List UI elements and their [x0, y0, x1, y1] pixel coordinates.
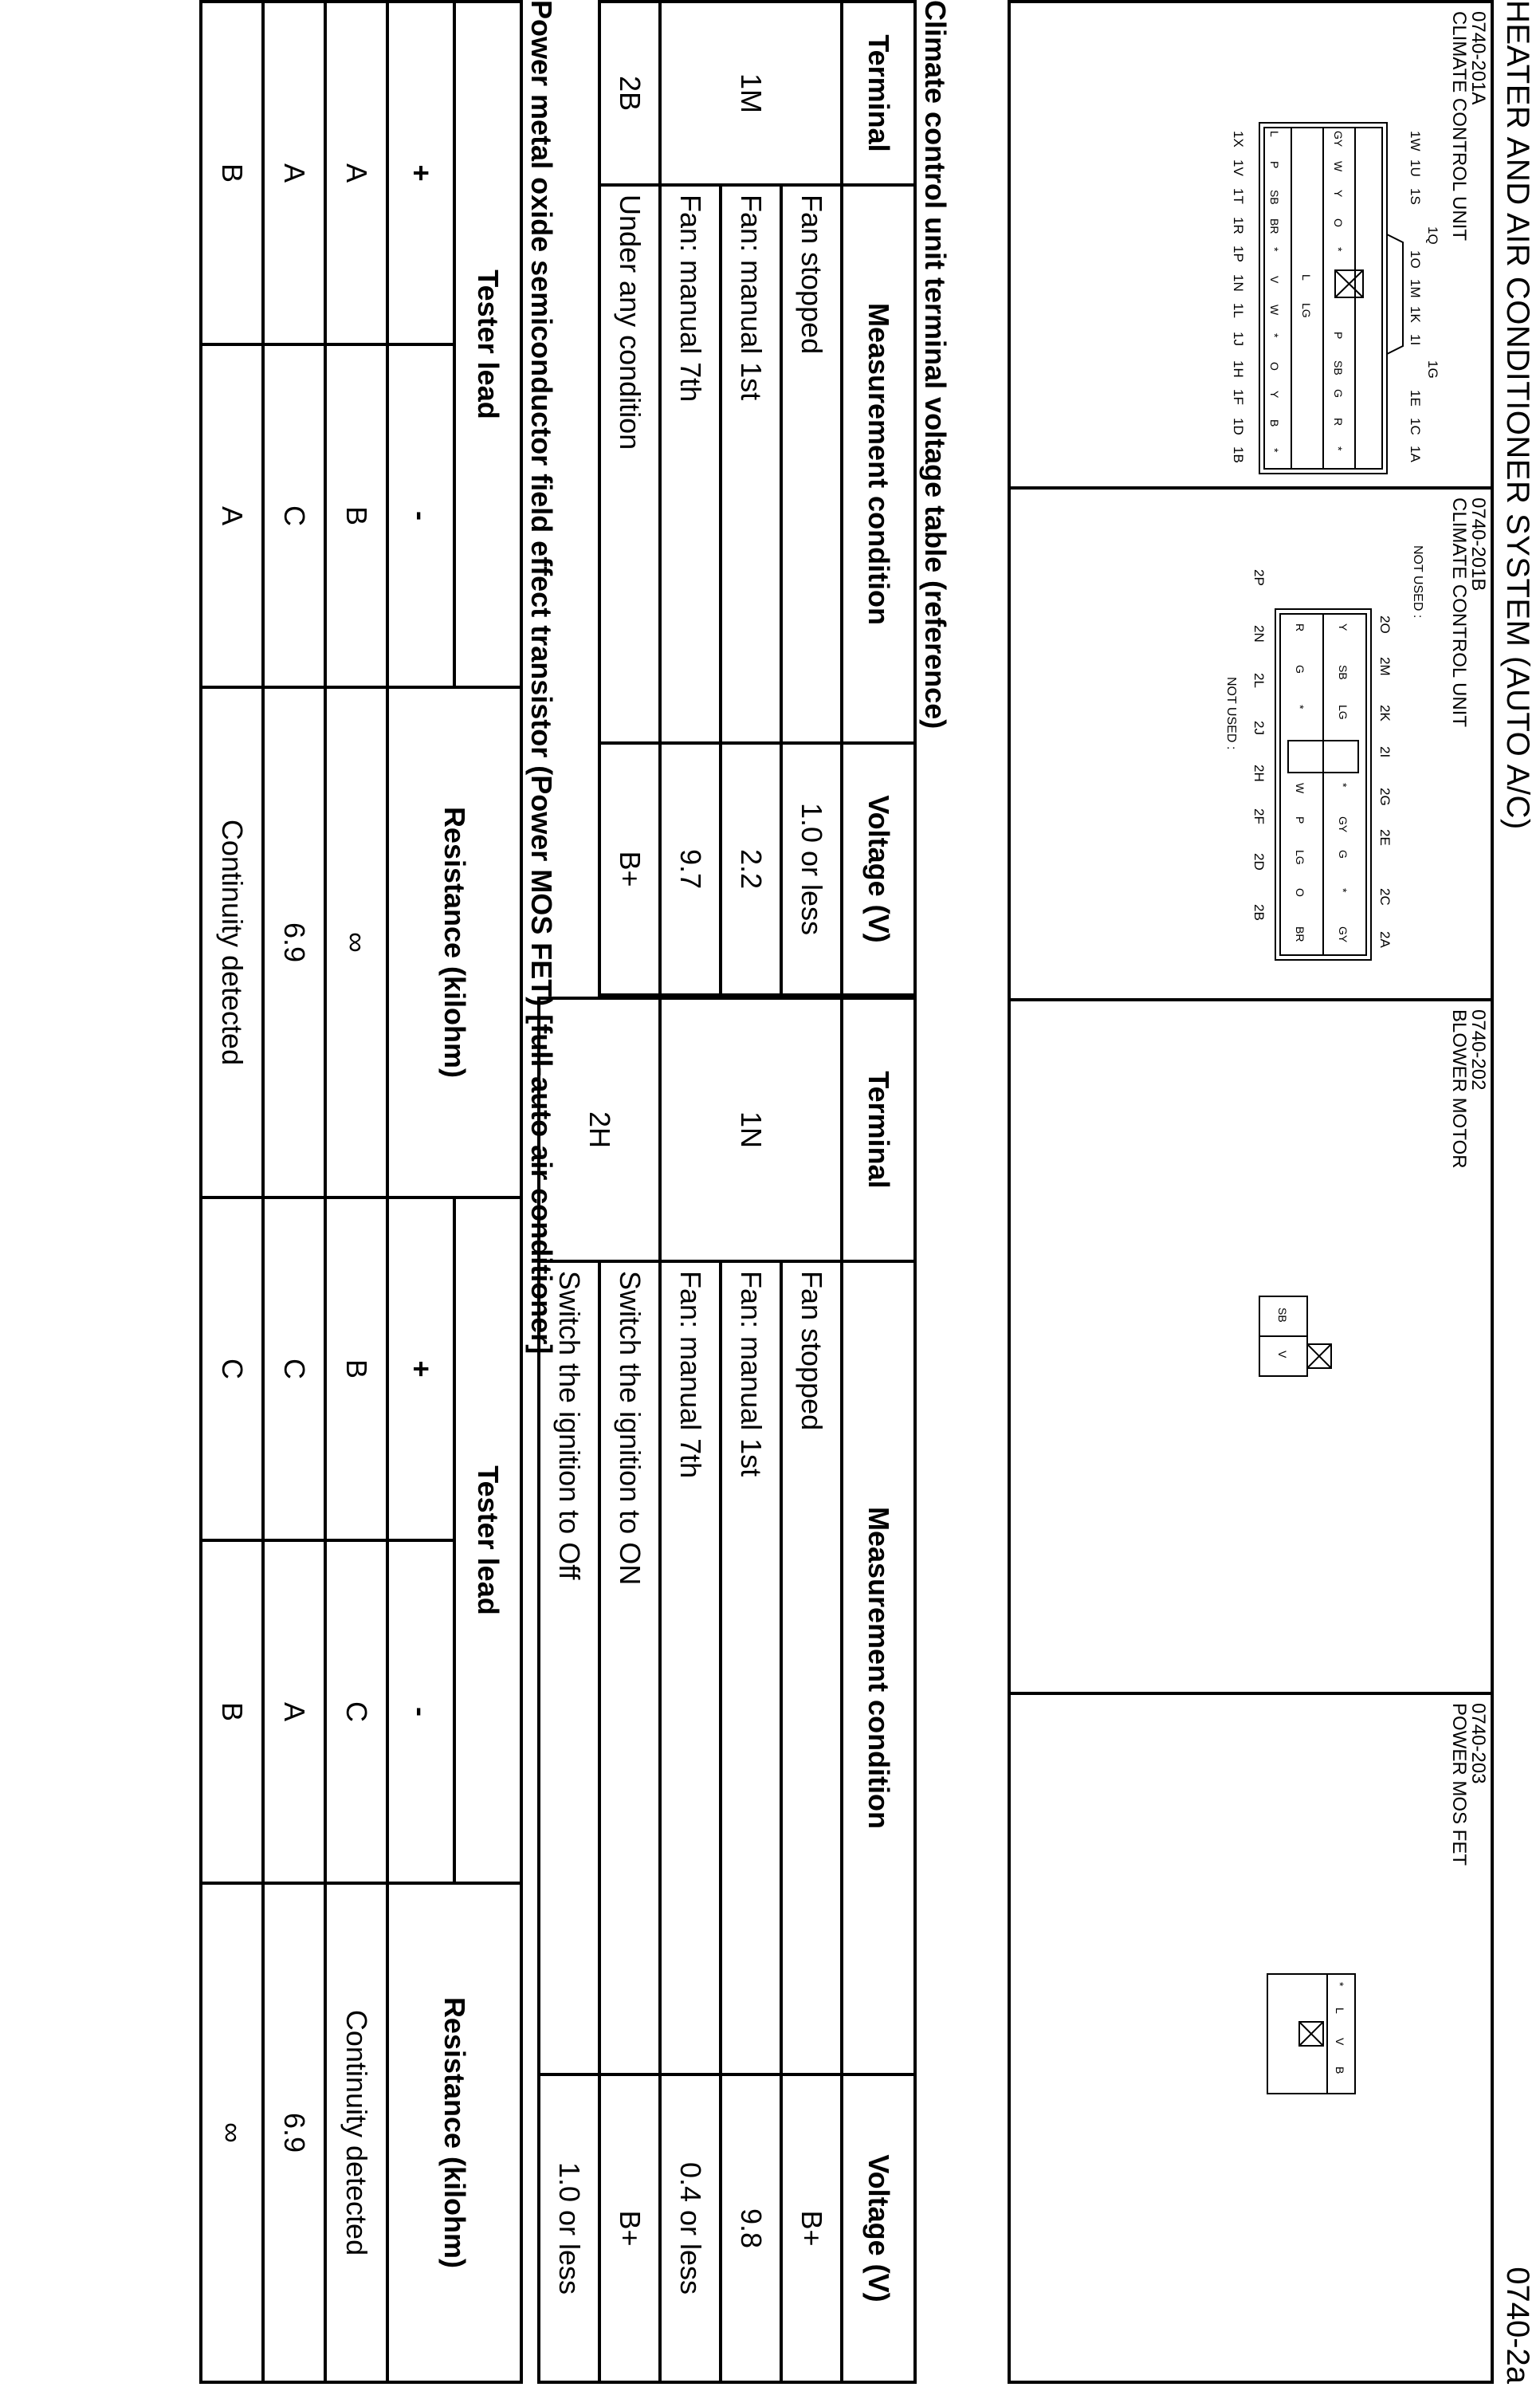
voltage-table-right — [537, 997, 917, 2384]
connector-code: 0740-203 — [1467, 1703, 1489, 1784]
condition: Fan stopped — [781, 1261, 842, 2074]
wire-2H: P — [1294, 816, 1306, 824]
wire-1V: P — [1268, 161, 1281, 169]
condition: Switch the ignition to Off — [539, 1261, 599, 2074]
minus-header: - — [387, 344, 454, 687]
connector-diagram-201A — [1204, 107, 1443, 482]
col-voltage: Voltage (V) — [842, 2074, 915, 2382]
page-title: HEATER AND AIR CONDITIONER SYSTEM (AUTO A/C) — [1500, 0, 1535, 830]
wire-2K: LG — [1337, 705, 1349, 720]
resistance-table — [199, 0, 523, 2384]
wire-2A: GY — [1337, 926, 1349, 943]
resistance-cell: Continuity detected — [201, 687, 263, 1197]
voltage: 1.0 or less — [539, 2074, 599, 2382]
pin-1P: 1P — [1231, 246, 1246, 262]
col-voltage: Voltage (V) — [842, 743, 915, 995]
pin-1V: 1V — [1231, 159, 1246, 176]
pin-1X: 1X — [1231, 131, 1246, 147]
wire-203-2: L — [1334, 2008, 1346, 2014]
pin-2A: 2A — [1377, 931, 1393, 948]
voltage: 9.8 — [721, 2074, 781, 2382]
voltage: 9.7 — [660, 743, 721, 995]
pin-2L: 2L — [1251, 673, 1267, 688]
connector-panel — [1008, 0, 1494, 2384]
wire-1M: L — [1300, 274, 1313, 281]
voltage-table-left — [598, 0, 917, 997]
pin-1B: 1B — [1231, 446, 1246, 463]
pin-2P: 2P — [1251, 569, 1267, 586]
wire-203-4: B — [1334, 2067, 1346, 2074]
minus-cell: C — [325, 1540, 387, 1883]
wire-1G: SB — [1332, 360, 1345, 376]
pin-1I: 1I — [1408, 334, 1423, 346]
plus-header: + — [387, 2, 454, 344]
wire-1C: R — [1332, 418, 1345, 427]
pin-1G: 1G — [1425, 360, 1440, 379]
connector-name: CLIMATE CONTROL UNIT — [1448, 497, 1470, 728]
voltage: B+ — [781, 2074, 842, 2382]
pin-2G: 2G — [1377, 788, 1393, 806]
resistance-cell: 6.9 — [263, 687, 325, 1197]
connector-0740-201A — [1011, 3, 1491, 490]
condition: Fan: manual 1st — [721, 185, 781, 743]
resistance-header: Resistance (kilohm) — [387, 1883, 521, 2382]
resistance-header: Resistance (kilohm) — [387, 687, 521, 1197]
pin-1T: 1T — [1231, 188, 1246, 204]
wire-2C: * — [1337, 888, 1349, 893]
connector-name: POWER MOS FET — [1448, 1703, 1470, 1866]
wire-1E: G — [1332, 389, 1345, 398]
pin-1K: 1K — [1408, 306, 1423, 323]
wire-1K: LG — [1300, 303, 1313, 318]
plus-cell: C — [201, 1197, 263, 1540]
pin-1C: 1C — [1408, 418, 1423, 435]
resistance-cell: ∞ — [325, 687, 387, 1197]
pin-2E: 2E — [1377, 829, 1393, 846]
terminal-2B: 2B — [599, 2, 660, 185]
wire-1F: Y — [1268, 391, 1281, 399]
wire-1D: B — [1268, 419, 1281, 427]
pin-2N: 2N — [1251, 625, 1267, 643]
wire-203-1: * — [1334, 1982, 1346, 1987]
connector-code: 0740-201B — [1467, 497, 1489, 592]
wire-1T: SB — [1268, 190, 1281, 205]
wire-1S: Y — [1332, 190, 1345, 198]
wire-1R: BR — [1268, 218, 1281, 234]
resistance-cell: Continuity detected — [325, 1883, 387, 2382]
wire-2L: * — [1294, 705, 1306, 710]
voltage: 0.4 or less — [660, 2074, 721, 2382]
pin-1S: 1S — [1408, 188, 1423, 205]
pin-1D: 1D — [1231, 418, 1246, 435]
wire-1I: P — [1332, 332, 1345, 340]
terminal-2H: 2H — [539, 998, 660, 1261]
wire-2M: SB — [1337, 665, 1349, 680]
tester-lead-header: Tester lead — [454, 1197, 521, 1883]
wire-1U: W — [1332, 161, 1345, 172]
pin-1E: 1E — [1408, 390, 1423, 407]
condition: Fan stopped — [781, 185, 842, 743]
condition: Fan: manual 7th — [660, 185, 721, 743]
resistance-table-title: Power metal oxide semiconductor field effect transistor (Power MOS FET) [full-auto air conditioner] — [525, 0, 558, 1355]
plus-cell: B — [325, 1197, 387, 1540]
wire-1A: * — [1332, 446, 1345, 451]
voltage: B+ — [599, 743, 660, 995]
col-terminal: Terminal — [842, 2, 915, 185]
condition: Fan: manual 7th — [660, 1261, 721, 2074]
pin-2M: 2M — [1377, 657, 1393, 676]
wire-2N: G — [1294, 665, 1306, 674]
connector-diagram-203 — [1228, 1958, 1387, 2118]
voltage: 1.0 or less — [781, 743, 842, 995]
wire-1J: * — [1268, 333, 1281, 338]
wire-202-2: V — [1276, 1351, 1289, 1359]
minus-header: - — [387, 1540, 454, 1883]
minus-cell: B — [201, 1540, 263, 1883]
wire-1W: GY — [1332, 131, 1345, 147]
connector-name: BLOWER MOTOR — [1448, 1009, 1470, 1169]
wire-1O: * — [1332, 247, 1345, 252]
connector-diagram-202 — [1243, 1288, 1339, 1416]
connector-name: CLIMATE CONTROL UNIT — [1448, 11, 1470, 242]
pin-2D: 2D — [1251, 853, 1267, 871]
wire-2I: * — [1337, 783, 1349, 788]
terminal-1M: 1M — [660, 2, 842, 185]
connector-0740-202 — [1011, 1001, 1491, 1695]
wire-2B: BR — [1294, 926, 1306, 942]
resistance-cell: ∞ — [201, 1883, 263, 2382]
pin-2K: 2K — [1377, 705, 1393, 722]
pin-1L: 1L — [1231, 303, 1246, 318]
pin-1J: 1J — [1231, 332, 1246, 346]
not-used-label-top: NOT USED : — [1411, 545, 1424, 619]
wire-2G: GY — [1337, 816, 1349, 833]
minus-cell: B — [325, 344, 387, 687]
plus-cell: C — [263, 1197, 325, 1540]
pin-2I: 2I — [1377, 746, 1393, 758]
voltage: B+ — [599, 2074, 660, 2382]
pin-2C: 2C — [1377, 888, 1393, 906]
wire-203-3: V — [1334, 2038, 1346, 2046]
wire-1N: V — [1268, 276, 1281, 284]
resistance-cell: 6.9 — [263, 1883, 325, 2382]
pin-1F: 1F — [1231, 389, 1246, 405]
pin-1M: 1M — [1408, 279, 1423, 298]
page-code: 0740-2a — [1500, 2267, 1535, 2384]
connector-code: 0740-201A — [1467, 11, 1489, 105]
pin-2O: 2O — [1377, 615, 1393, 634]
wire-2P: R — [1294, 623, 1306, 632]
col-terminal: Terminal — [842, 998, 915, 1261]
pin-2F: 2F — [1251, 808, 1267, 824]
minus-cell: A — [263, 1540, 325, 1883]
condition: Fan: manual 1st — [721, 1261, 781, 2074]
condition: Under any condition — [599, 185, 660, 743]
wire-2D: O — [1294, 888, 1306, 897]
connector-code: 0740-202 — [1467, 1009, 1489, 1091]
wire-1P: * — [1268, 247, 1281, 252]
pin-1A: 1A — [1408, 446, 1423, 462]
condition: Switch the ignition to ON — [599, 1261, 660, 2074]
wire-202-1: SB — [1276, 1308, 1289, 1323]
pin-1O: 1O — [1408, 250, 1423, 269]
wire-2O: Y — [1337, 623, 1349, 631]
wire-2F: LG — [1294, 850, 1306, 865]
wire-1L: W — [1268, 305, 1281, 316]
col-condition: Measurement condition — [842, 185, 915, 743]
pin-1N: 1N — [1231, 274, 1246, 292]
not-used-label-bottom: NOT USED : — [1224, 677, 1238, 750]
minus-cell: C — [263, 344, 325, 687]
connector-0740-203 — [1011, 1695, 1491, 2387]
connector-0740-201B — [1011, 490, 1491, 1001]
pin-1H: 1H — [1231, 360, 1246, 378]
col-condition: Measurement condition — [842, 1261, 915, 2074]
wire-1Q: O — [1332, 218, 1345, 227]
wire-1B: * — [1268, 448, 1281, 453]
tester-lead-header: Tester lead — [454, 2, 521, 687]
pin-2B: 2B — [1251, 904, 1267, 921]
pin-1R: 1R — [1231, 217, 1246, 234]
pin-1Q: 1Q — [1425, 226, 1440, 245]
voltage: 2.2 — [721, 743, 781, 995]
terminal-1N: 1N — [660, 998, 842, 1261]
pin-2J: 2J — [1251, 721, 1267, 735]
connector-diagram-201B — [1180, 537, 1443, 984]
pin-1U: 1U — [1408, 159, 1423, 177]
plus-cell: A — [263, 2, 325, 344]
wire-2J: W — [1294, 783, 1306, 794]
minus-cell: A — [201, 344, 263, 687]
plus-header: + — [387, 1197, 454, 1540]
wire-1H: O — [1268, 362, 1281, 371]
voltage-table-title: Climate control unit terminal voltage table (reference) — [919, 0, 952, 729]
plus-cell: B — [201, 2, 263, 344]
wire-2E: G — [1337, 850, 1349, 859]
plus-cell: A — [325, 2, 387, 344]
pin-2H: 2H — [1251, 765, 1267, 782]
wire-1X: L — [1268, 131, 1281, 137]
pin-1W: 1W — [1408, 131, 1423, 151]
